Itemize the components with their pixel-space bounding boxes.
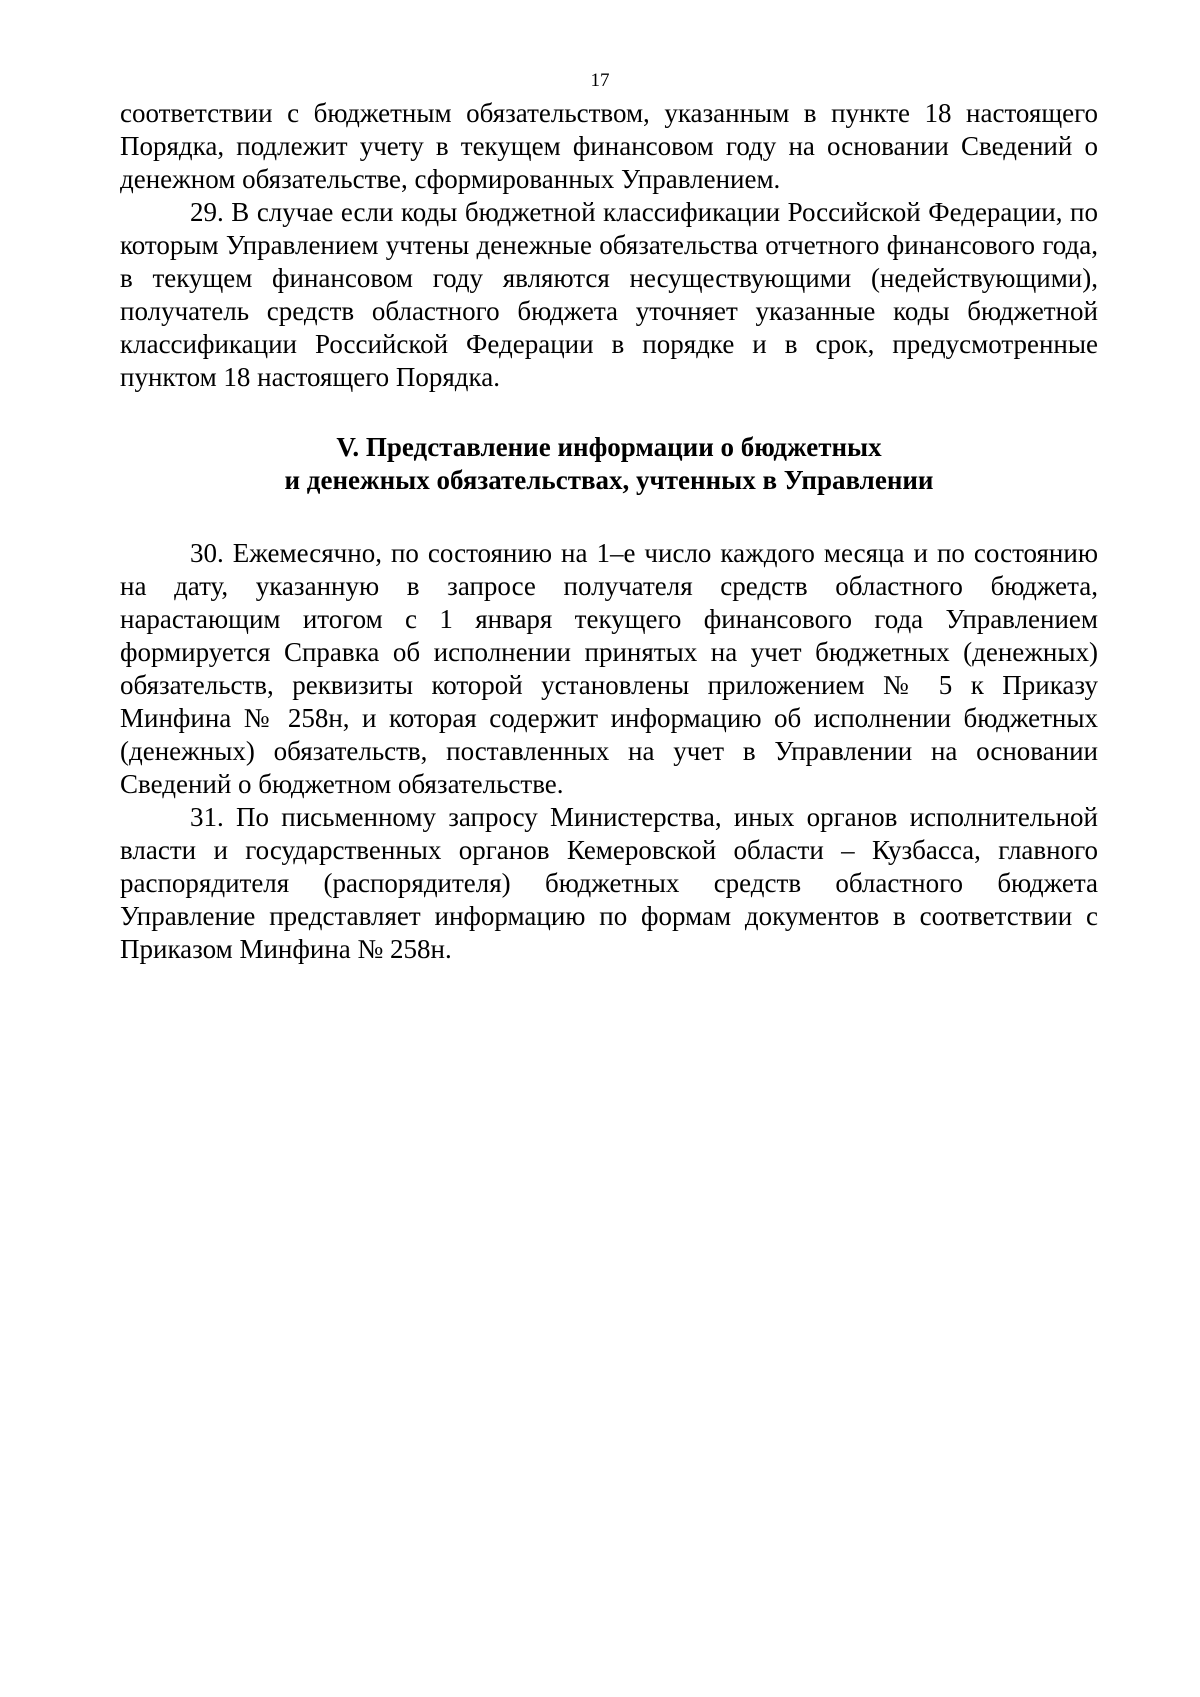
paragraph-continuation: соответствии с бюджетным обязательством, указанным в пункте 18 настоящего Порядка, подлежит учету в текущем финансовом году на основании Сведений о денежном обязательстве, сформированных Управлением. xyxy=(120,98,1098,194)
document-body xyxy=(120,97,1098,966)
section-heading-line-2: и денежных обязательствах, учтенных в Управлении xyxy=(284,465,934,495)
paragraph-31: 31. По письменному запросу Министерства, иных органов исполнительной власти и государственных органов Кемеровской области – Кузбасса, главного распорядителя (распорядителя) бюджетных средств областного бюджета Управление представляет информацию по формам документов в соответствии с Приказом Минфина № 258н. xyxy=(120,802,1098,964)
section-heading-line-1: V. Представление информации о бюджетных xyxy=(336,432,882,462)
section-heading xyxy=(120,431,1098,497)
paragraph-29: 29. В случае если коды бюджетной классификации Российской Федерации, по которым Управлением учтены денежные обязательства отчетного финансового года, в текущем финансовом году являются несуществующими (недействующими), получатель средств областного бюджета уточняет указанные коды бюджетной классификации Российской Федерации в порядке и в срок, предусмотренные пунктом 18 настоящего Порядка. xyxy=(120,197,1098,392)
page-number: 17 xyxy=(590,70,610,91)
paragraph-30: 30. Ежемесячно, по состоянию на 1–е число каждого месяца и по состоянию на дату, указанную в запросе получателя средств областного бюджета, нарастающим итогом с 1 января текущего финансового года Управлением формируется Справка об исполнении принятых на учет бюджетных (денежных) обязательств, реквизиты которой установлены приложением № 5 к Приказу Минфина № 258н, и которая содержит информацию об исполнении бюджетных (денежных) обязательств, поставленных на учет в Управлении на основании Сведений о бюджетном обязательстве. xyxy=(120,538,1098,799)
